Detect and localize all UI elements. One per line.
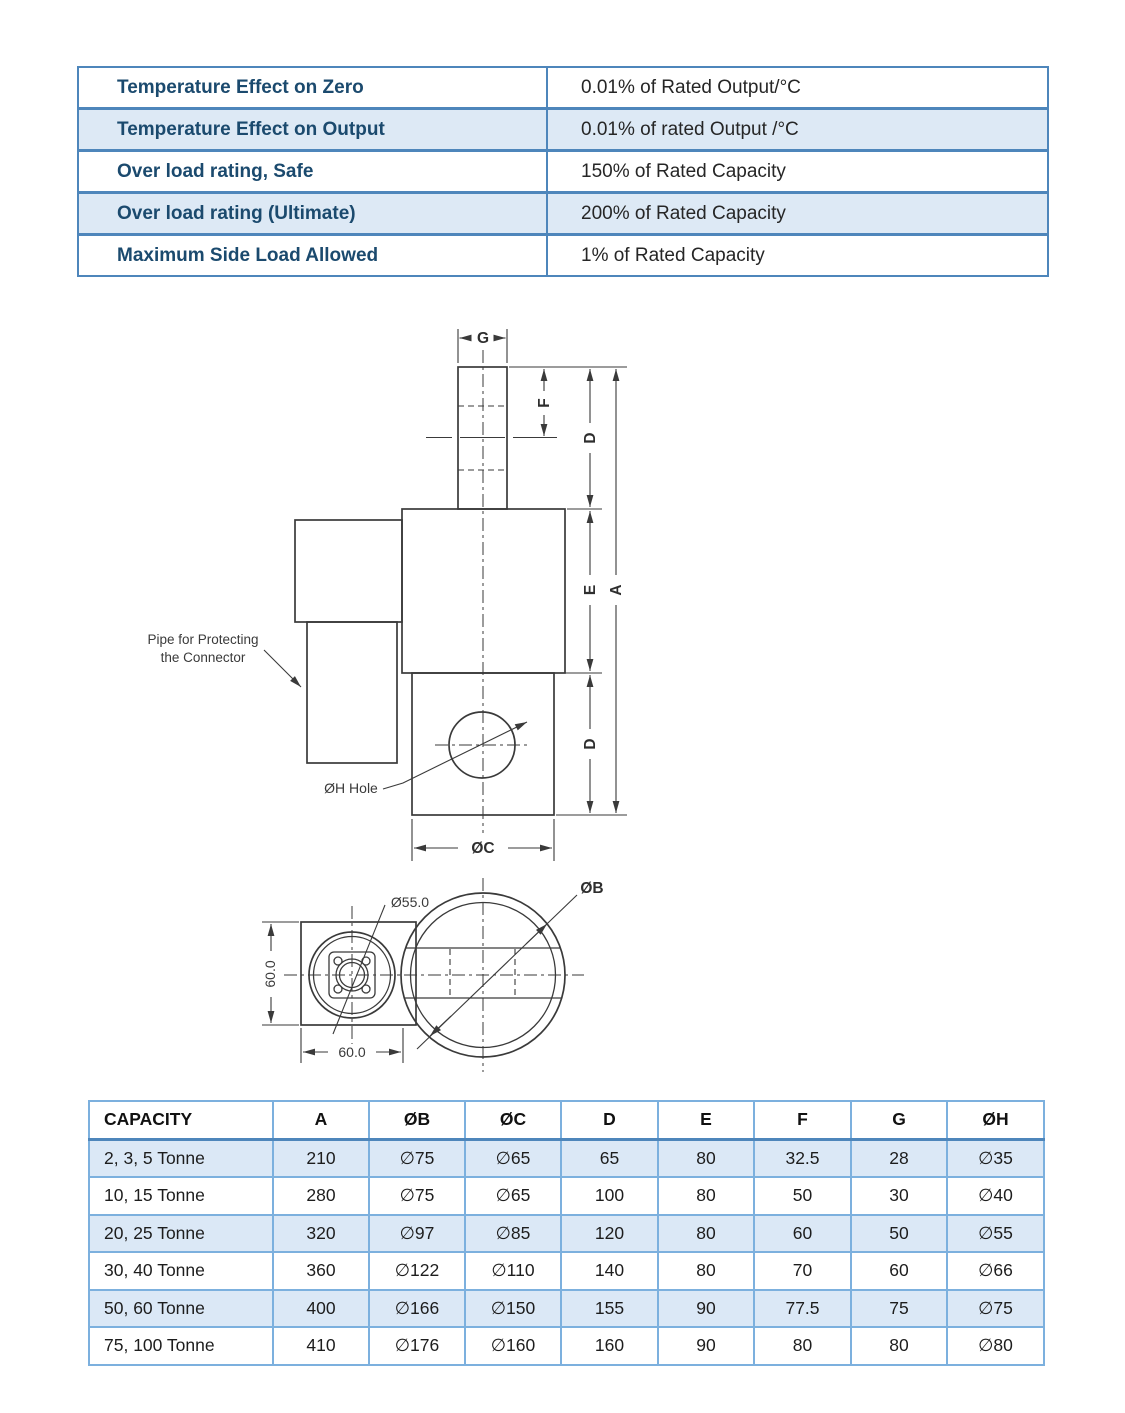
spec-row <box>78 151 1048 193</box>
dim-cell: 120 <box>561 1215 658 1253</box>
pipe-note-line2: the Connector <box>160 650 246 665</box>
capacity-cell: 75, 100 Tonne <box>89 1327 273 1365</box>
technical-drawing <box>0 300 1125 1110</box>
capacity-cell: 10, 15 Tonne <box>89 1177 273 1215</box>
dim-cell: 80 <box>754 1327 851 1365</box>
col-header-e: E <box>658 1101 754 1139</box>
dim-cell: ∅166 <box>369 1290 465 1328</box>
col-header-a: A <box>273 1101 369 1139</box>
spec-value: 1% of Rated Capacity <box>547 235 1048 277</box>
dim-cell: ∅150 <box>465 1290 561 1328</box>
dim-cell: 100 <box>561 1177 658 1215</box>
col-header-f: F <box>754 1101 851 1139</box>
dim-cell: 80 <box>851 1327 947 1365</box>
dim-cell: ∅40 <box>947 1177 1044 1215</box>
spec-row <box>78 109 1048 151</box>
dim-cell: 140 <box>561 1252 658 1290</box>
dim-cell: 155 <box>561 1290 658 1328</box>
dim-label-a: A <box>608 584 625 596</box>
dim-cell: ∅75 <box>947 1290 1044 1328</box>
dim-cell: 50 <box>754 1177 851 1215</box>
dim-cell: 70 <box>754 1252 851 1290</box>
spec-label: Over load rating (Ultimate) <box>78 193 547 235</box>
dim-cell: 90 <box>658 1290 754 1328</box>
dim-cell: ∅55 <box>947 1215 1044 1253</box>
spec-value: 200% of Rated Capacity <box>547 193 1048 235</box>
dim-label-f: F <box>536 398 553 408</box>
dim-cell: ∅65 <box>465 1177 561 1215</box>
spec-row <box>78 193 1048 235</box>
spec-value: 0.01% of Rated Output/°C <box>547 67 1048 109</box>
dim-cell: 60 <box>754 1215 851 1253</box>
dim-table-row <box>89 1215 1044 1253</box>
dim-label-dia-b: ØB <box>580 880 604 897</box>
dim-label-60-horizontal: 60.0 <box>338 1044 366 1060</box>
spec-label: Temperature Effect on Output <box>78 109 547 151</box>
dimensions-table <box>88 1100 1045 1366</box>
dim-cell: 90 <box>658 1327 754 1365</box>
col-header-oc: ØC <box>465 1101 561 1139</box>
dim-cell: 160 <box>561 1327 658 1365</box>
side-view-outline <box>295 350 565 833</box>
dim-cell: 320 <box>273 1215 369 1253</box>
dim-cell: ∅75 <box>369 1177 465 1215</box>
dim-cell: ∅85 <box>465 1215 561 1253</box>
dim-cell: 400 <box>273 1290 369 1328</box>
dim-cell: ∅65 <box>465 1139 561 1177</box>
dim-label-g: G <box>476 330 490 347</box>
capacity-cell: 50, 60 Tonne <box>89 1290 273 1328</box>
spec-table <box>77 66 1049 277</box>
col-header-oh: ØH <box>947 1101 1044 1139</box>
dim-cell: 80 <box>658 1177 754 1215</box>
col-header-d: D <box>561 1101 658 1139</box>
dim-table-row <box>89 1252 1044 1290</box>
dim-cell: 210 <box>273 1139 369 1177</box>
col-header-ob: ØB <box>369 1101 465 1139</box>
dim-cell: 75 <box>851 1290 947 1328</box>
dim-cell: ∅176 <box>369 1327 465 1365</box>
dim-label-d-bottom: D <box>582 738 599 750</box>
dim-label-dia-c: ØC <box>471 840 495 857</box>
dim-cell: 77.5 <box>754 1290 851 1328</box>
dim-label-60-vertical: 60.0 <box>262 960 278 988</box>
dim-cell: ∅160 <box>465 1327 561 1365</box>
dim-table-row <box>89 1290 1044 1328</box>
dim-cell: 32.5 <box>754 1139 851 1177</box>
col-header-capacity: CAPACITY <box>89 1101 273 1139</box>
dim-cell: 80 <box>658 1252 754 1290</box>
spec-value: 150% of Rated Capacity <box>547 151 1048 193</box>
hole-label: ØH Hole <box>324 780 378 796</box>
dim-cell: ∅122 <box>369 1252 465 1290</box>
dim-cell: ∅75 <box>369 1139 465 1177</box>
dim-cell: 60 <box>851 1252 947 1290</box>
dim-cell: 80 <box>658 1139 754 1177</box>
dim-cell: ∅110 <box>465 1252 561 1290</box>
dim-cell: 280 <box>273 1177 369 1215</box>
dim-label-d-top: D <box>582 432 599 444</box>
dim-cell: ∅80 <box>947 1327 1044 1365</box>
dim-table-row <box>89 1139 1044 1177</box>
dim-cell: 30 <box>851 1177 947 1215</box>
capacity-cell: 30, 40 Tonne <box>89 1252 273 1290</box>
pipe-note-line1: Pipe for Protecting <box>147 632 259 647</box>
dim-cell: ∅97 <box>369 1215 465 1253</box>
dim-table-row <box>89 1327 1044 1365</box>
dim-label-e: E <box>582 584 599 596</box>
spec-row <box>78 67 1048 109</box>
dim-cell: 28 <box>851 1139 947 1177</box>
dim-cell: 410 <box>273 1327 369 1365</box>
dim-cell: 80 <box>658 1215 754 1253</box>
bottom-view-outline <box>284 878 584 1072</box>
dim-cell: 65 <box>561 1139 658 1177</box>
spec-value: 0.01% of rated Output /°C <box>547 109 1048 151</box>
capacity-cell: 20, 25 Tonne <box>89 1215 273 1253</box>
dim-cell: ∅35 <box>947 1139 1044 1177</box>
dim-cell: 50 <box>851 1215 947 1253</box>
dim-table-row <box>89 1177 1044 1215</box>
dim-cell: 360 <box>273 1252 369 1290</box>
spec-label: Over load rating, Safe <box>78 151 547 193</box>
dim-cell: ∅66 <box>947 1252 1044 1290</box>
col-header-g: G <box>851 1101 947 1139</box>
dim-table-header-row <box>89 1101 1044 1139</box>
spec-row <box>78 235 1048 277</box>
spec-label: Temperature Effect on Zero <box>78 67 547 109</box>
capacity-cell: 2, 3, 5 Tonne <box>89 1139 273 1177</box>
spec-label: Maximum Side Load Allowed <box>78 235 547 277</box>
side-view-dimensions <box>264 329 627 861</box>
dia-55-label: Ø55.0 <box>390 894 430 910</box>
